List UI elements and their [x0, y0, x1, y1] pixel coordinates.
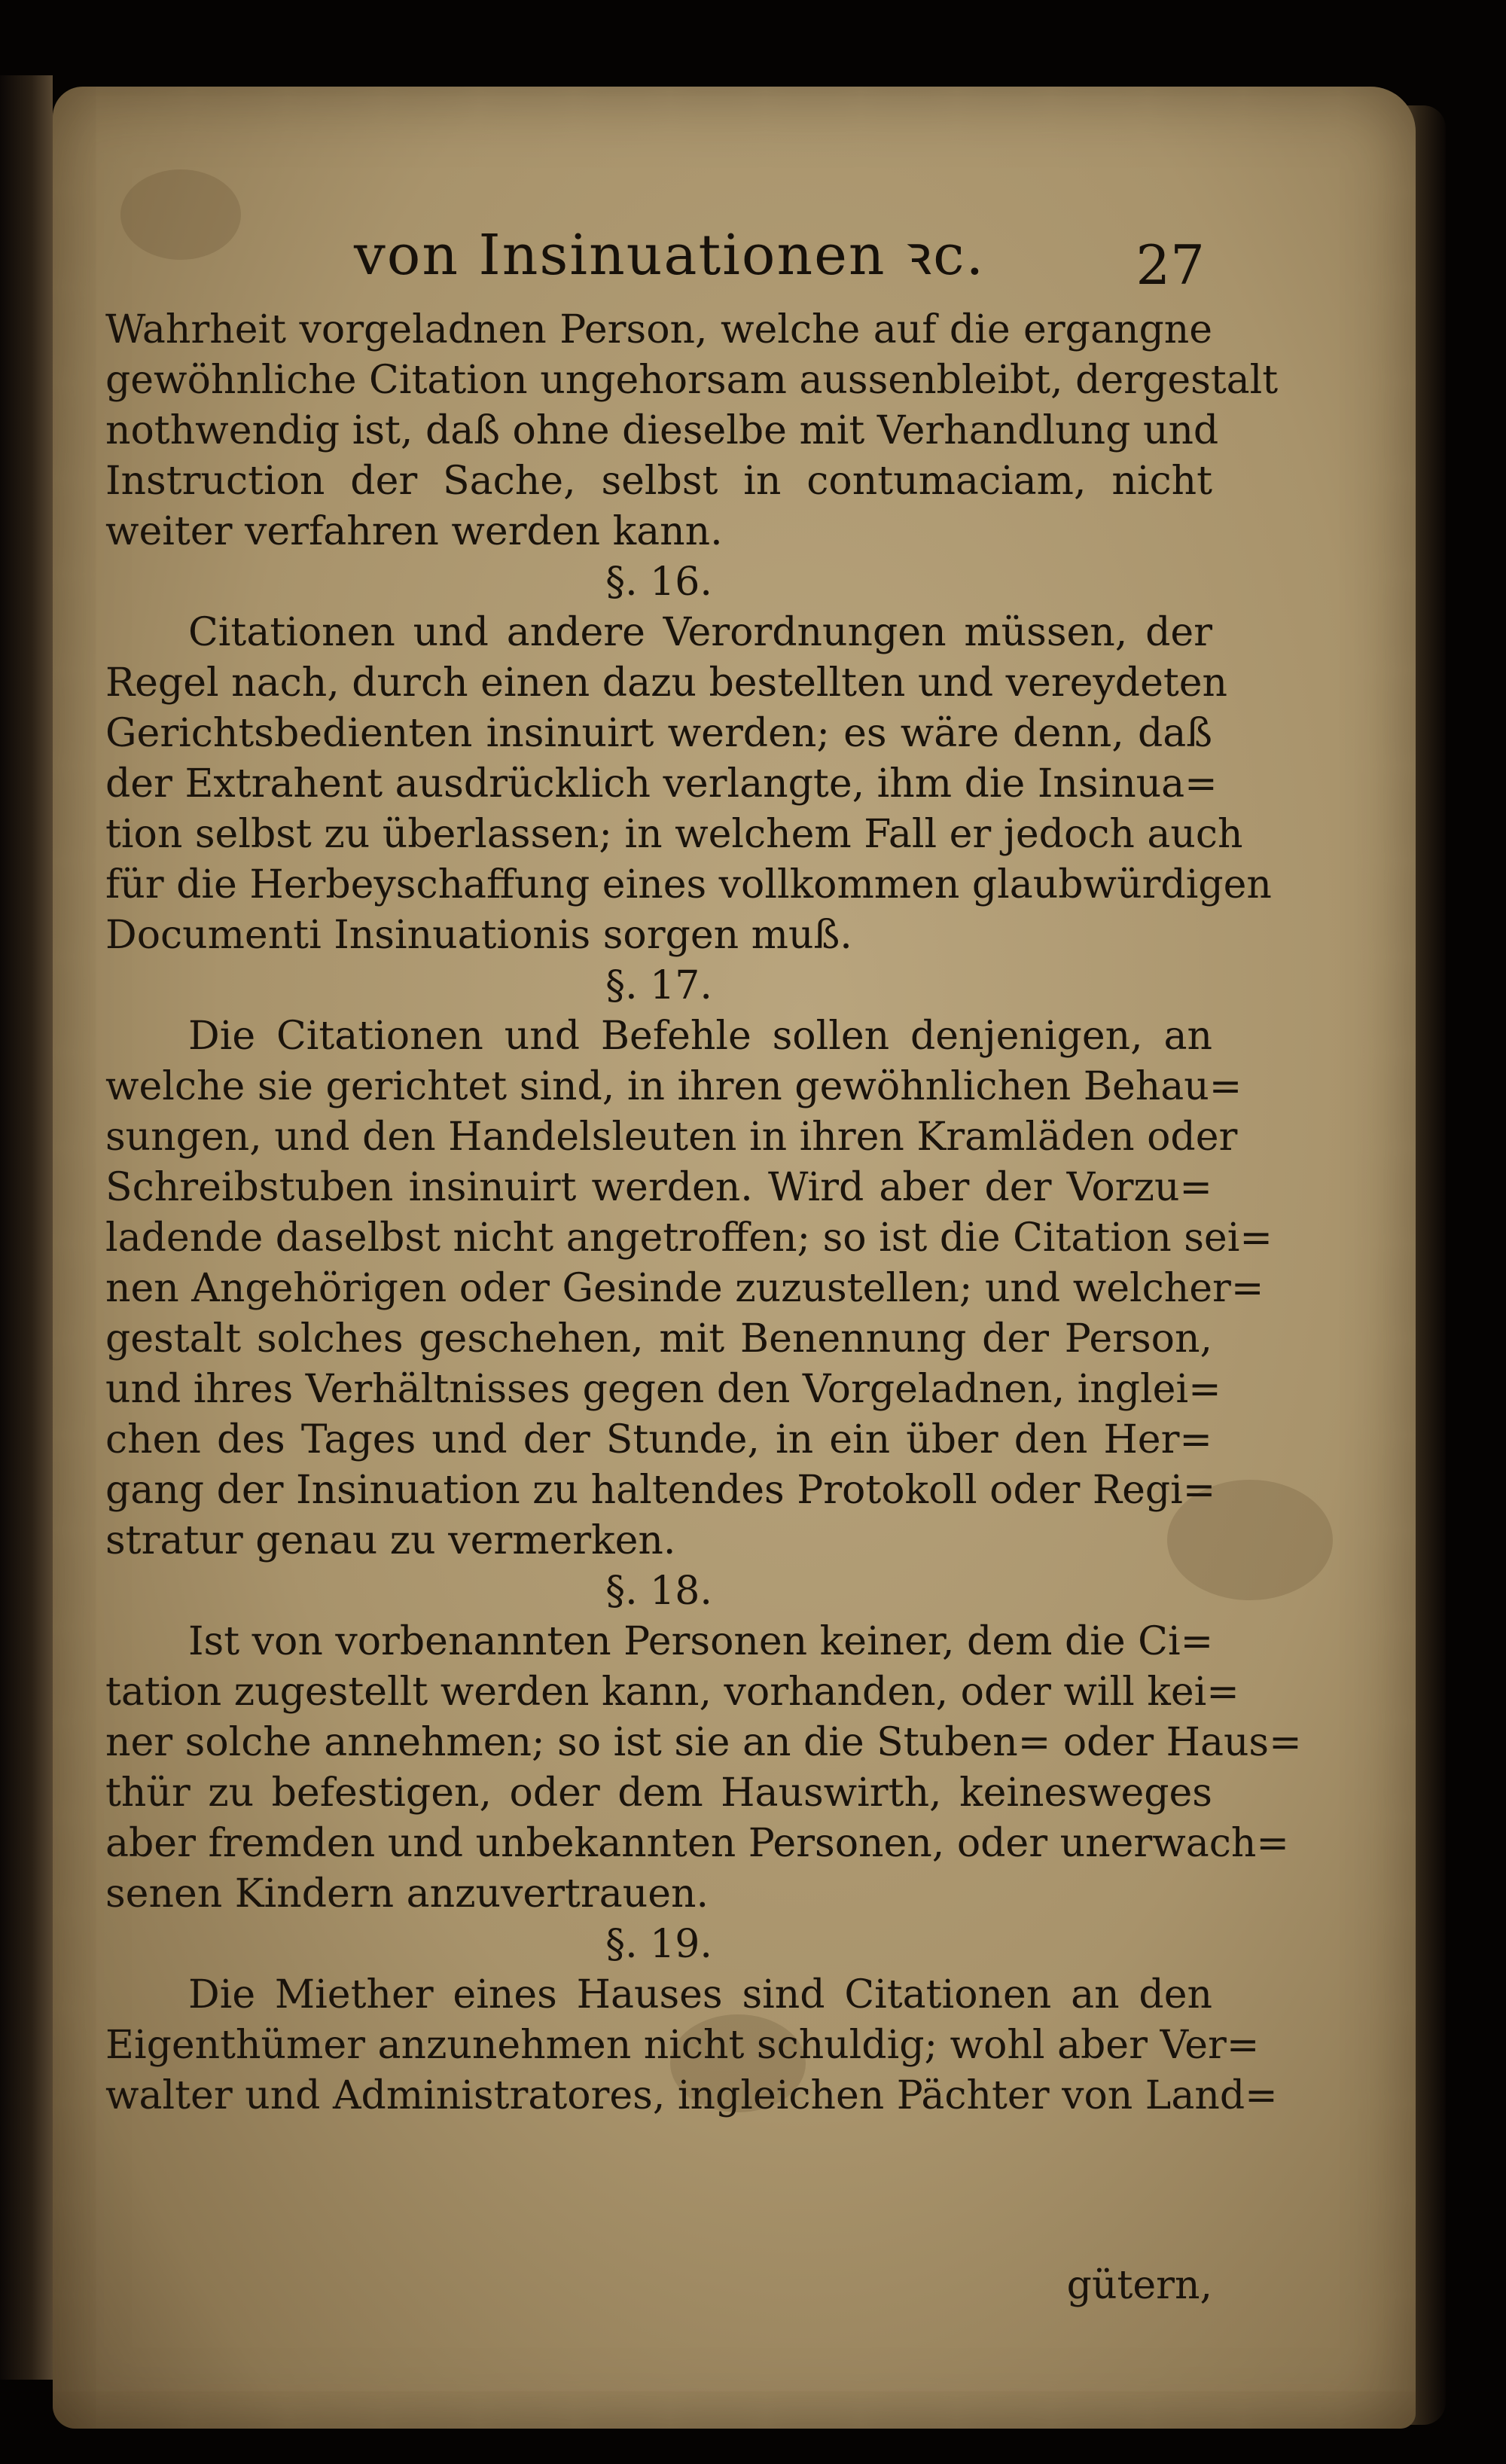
section-heading: §. 18.: [605, 1569, 712, 1614]
text-line: weiter verfahren werden kann.: [105, 509, 723, 554]
text-line: tation zugestellt werden kann, vorhanden, oder will kei=: [105, 1670, 1239, 1715]
text-line: Die Citationen und Befehle sollen denjenigen, an: [188, 1014, 1212, 1059]
running-title: von Insinuationen ꝛc.: [354, 223, 986, 288]
paragraph-18: [105, 1617, 1302, 1920]
text-line: Documenti Insinuationis sorgen muß.: [105, 913, 852, 958]
body-text: [105, 305, 1302, 2121]
text-line: Wahrheit vorgeladnen Person, welche auf die ergangne: [105, 307, 1212, 352]
paragraph-continuation: [105, 305, 1279, 557]
text-line: Eigenthümer anzunehmen nicht schuldig; wohl aber Ver=: [105, 2023, 1260, 2068]
text-line: gang der Insinuation zu haltendes Protokoll oder Regi=: [105, 1468, 1216, 1513]
text-line: tion selbst zu überlassen; in welchem Fall er jedoch auch: [105, 812, 1243, 857]
text-line: Citationen und andere Verordnungen müssen, der: [188, 610, 1212, 655]
paper-stain: [120, 169, 241, 260]
text-line: Schreibstuben insinuirt werden. Wird aber der Vorzu=: [105, 1165, 1212, 1210]
text-line: Die Miether eines Hauses sind Citationen an den: [188, 1972, 1212, 2017]
text-line: und ihres Verhältnisses gegen den Vorgeladnen, inglei=: [105, 1367, 1221, 1412]
text-line: für die Herbeyschaffung eines vollkommen glaubwürdigen: [105, 862, 1272, 907]
text-line: senen Kindern anzuvertrauen.: [105, 1871, 709, 1917]
text-line: nothwendig ist, daß ohne dieselbe mit Verhandlung und: [105, 408, 1219, 453]
paragraph-16: [105, 608, 1272, 961]
text-line: Gerichtsbedienten insinuirt werden; es wäre denn, daß: [105, 711, 1212, 756]
text-line: stratur genau zu vermerken.: [105, 1518, 676, 1563]
section-heading: §. 16.: [605, 560, 712, 605]
text-line: Regel nach, durch einen dazu bestellten und vereydeten: [105, 660, 1228, 706]
text-line: ner solche annehmen; so ist sie an die Stuben= oder Haus=: [105, 1720, 1302, 1765]
catchword: gütern,: [1066, 2263, 1212, 2308]
text-line: ladende daselbst nicht angetroffen; so ist die Citation sei=: [105, 1215, 1273, 1261]
text-line: nen Angehörigen oder Gesinde zuzustellen; und welcher=: [105, 1266, 1264, 1311]
text-line: sungen, und den Handelsleuten in ihren Kramläden oder: [105, 1115, 1238, 1160]
paragraph-19: [105, 1970, 1278, 2121]
text-line: aber fremden und unbekannten Personen, oder unerwach=: [105, 1821, 1289, 1866]
text-line: Ist von vorbenannten Personen keiner, dem die Ci=: [188, 1619, 1214, 1664]
text-line: welche sie gerichtet sind, in ihren gewöhnlichen Behau=: [105, 1064, 1242, 1109]
text-line: walter und Administratores, ingleichen Pächter von Land=: [105, 2073, 1278, 2118]
text-line: gewöhnliche Citation ungehorsam aussenbleibt, dergestalt: [105, 358, 1279, 403]
text-line: thür zu befestigen, oder dem Hauswirth, keinesweges: [105, 1770, 1212, 1816]
text-line: gestalt solches geschehen, mit Benennung der Person,: [105, 1316, 1212, 1362]
section-heading: §. 19.: [605, 1922, 712, 1967]
book-spine-shadow: [0, 75, 53, 2380]
text-line: der Extrahent ausdrücklich verlangte, ihm die Insinua=: [105, 761, 1218, 807]
text-line: chen des Tages und der Stunde, in ein über den Her=: [105, 1417, 1212, 1462]
paragraph-17: [105, 1011, 1273, 1566]
text-line: Instruction der Sache, selbst in contumaciam, nicht: [105, 459, 1212, 504]
section-heading: §. 17.: [605, 963, 712, 1008]
page-number: 27: [1136, 233, 1205, 297]
